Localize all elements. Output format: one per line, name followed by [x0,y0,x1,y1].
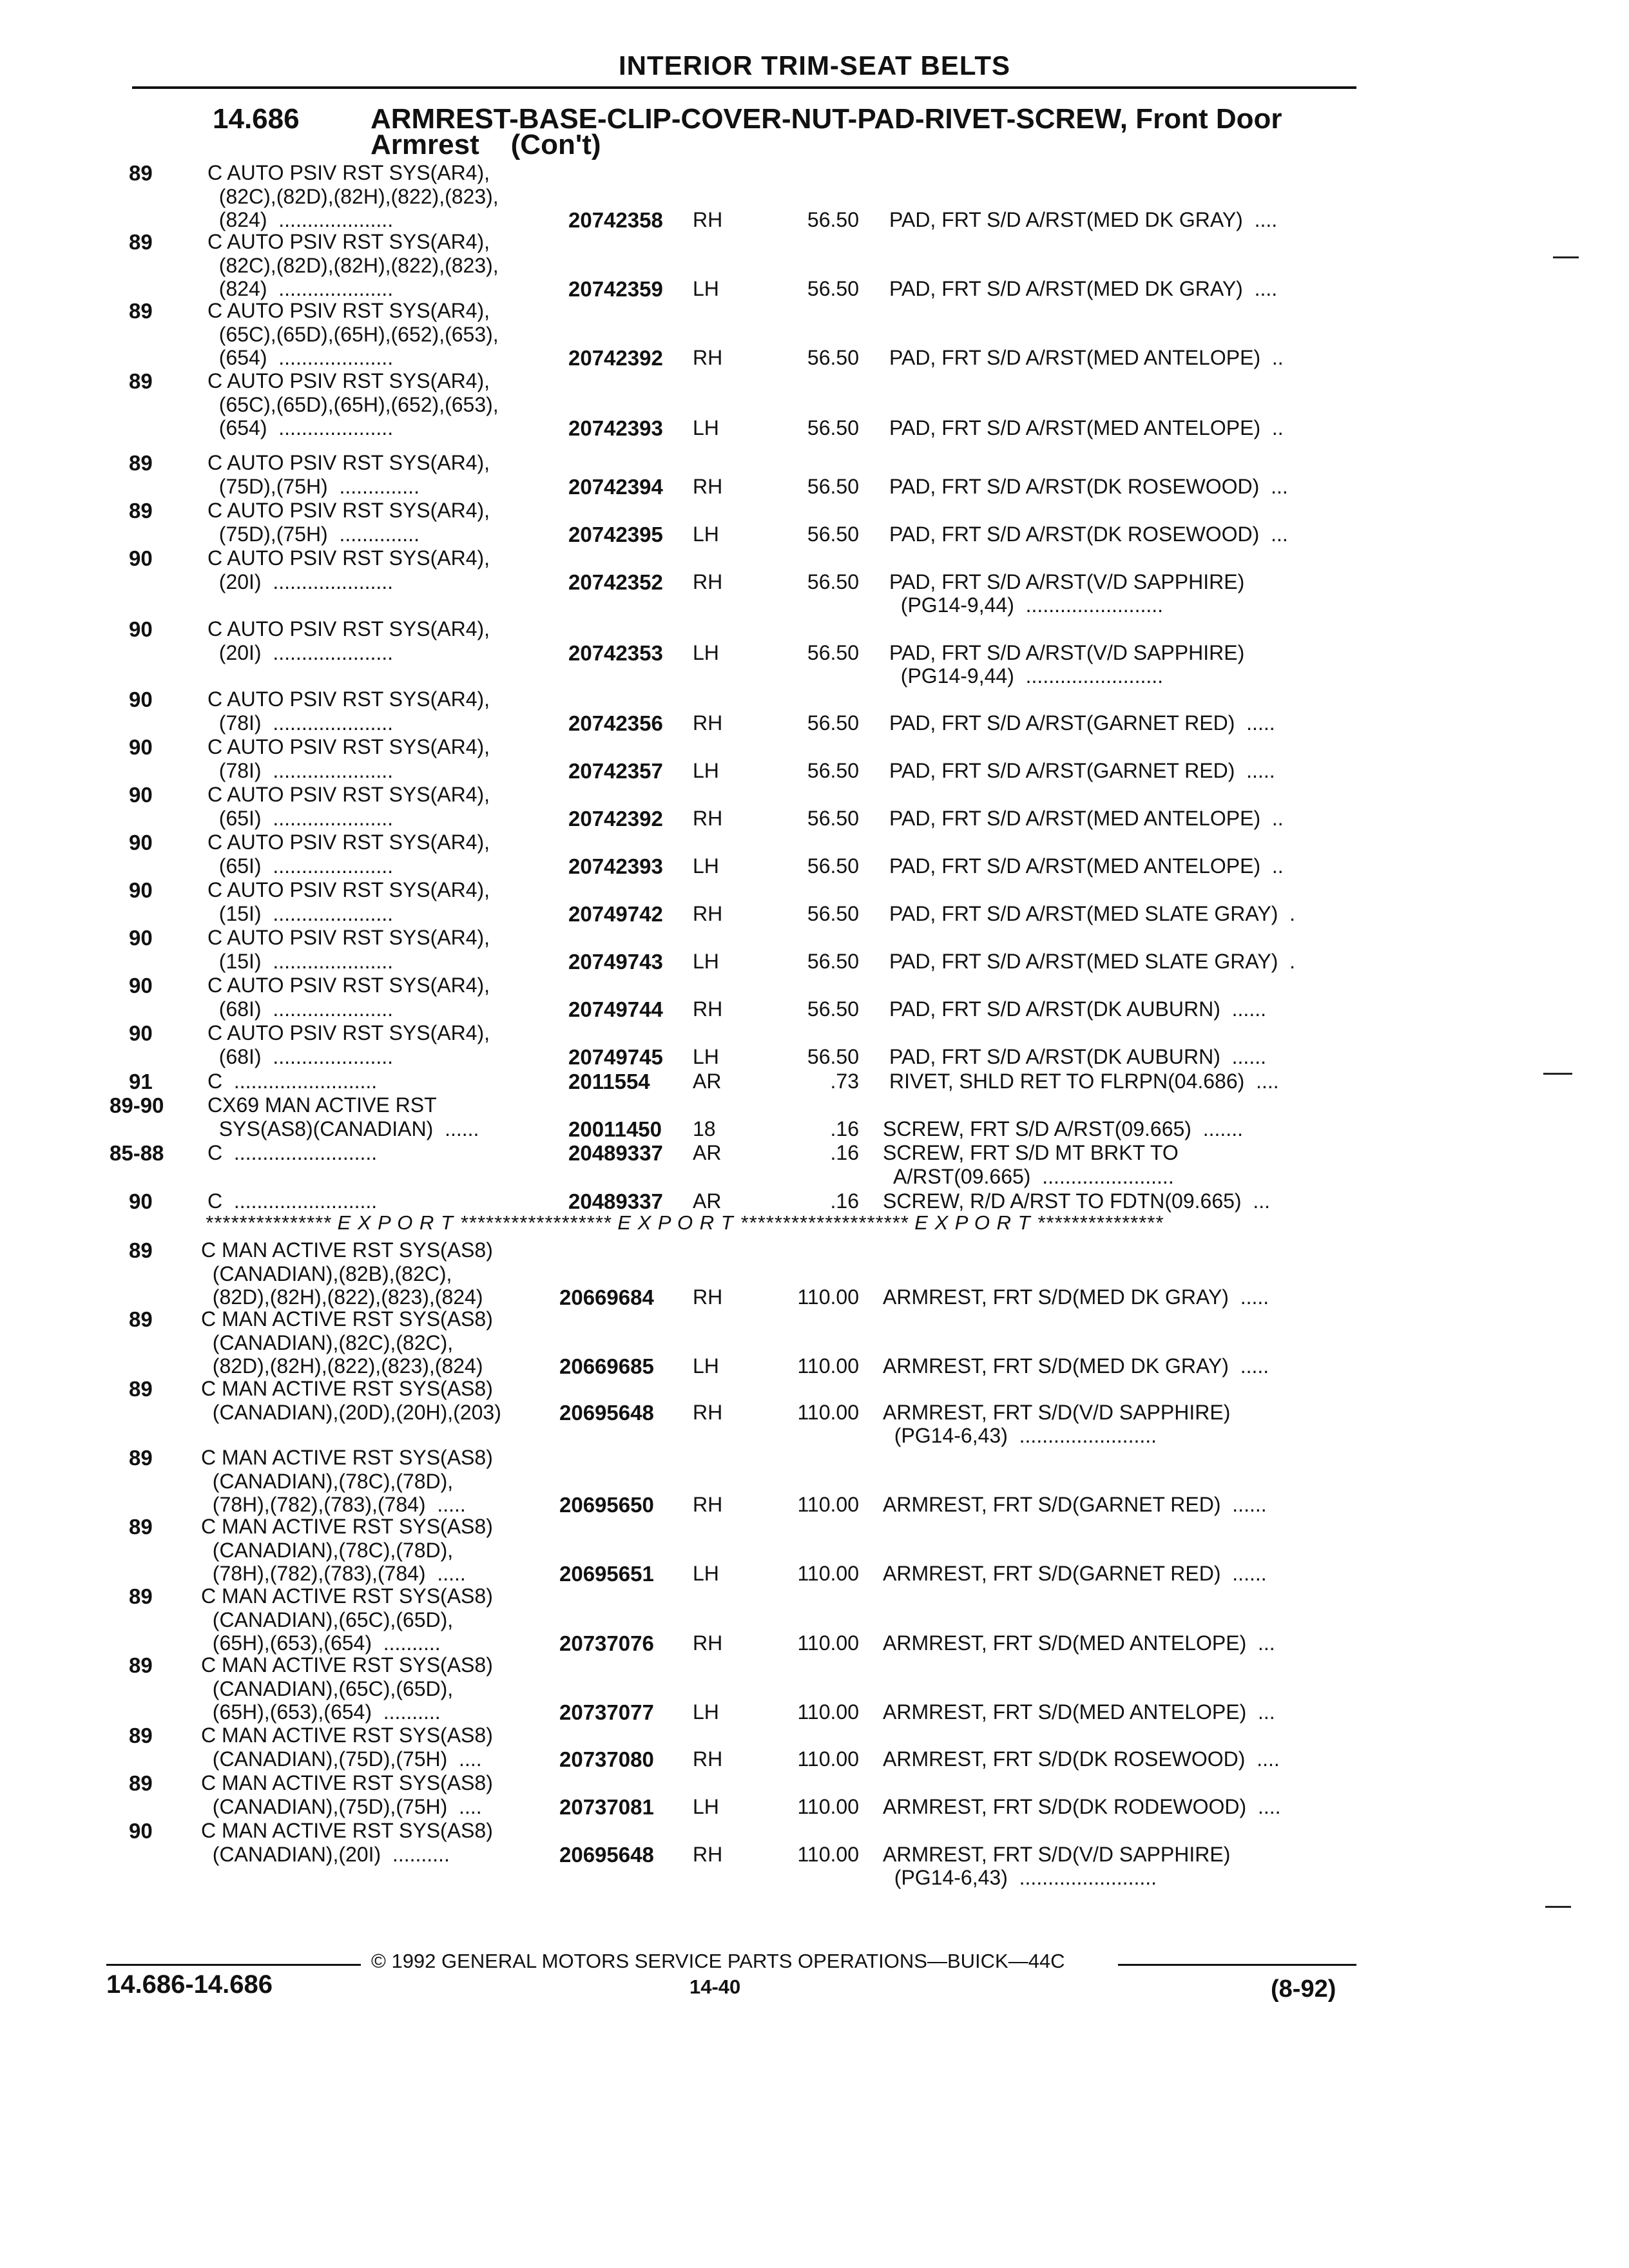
part-name: ARMREST, FRT S/D(MED ANTELOPE) ... [883,1700,1275,1724]
part-number: 20695648 [559,1400,654,1425]
footer-rule-right [1118,1964,1356,1966]
part-number: 20749745 [568,1044,663,1069]
price: 56.50 [807,901,859,925]
part-number: 20742395 [568,522,663,546]
price: 56.50 [807,416,859,439]
part-number: 20695651 [559,1562,654,1586]
part-number: 20742357 [568,758,663,783]
part-number: 20742392 [568,806,663,831]
part-usage-description: C AUTO PSIV RST SYS(AR4), (65C),(65D),(65H),(652),(653), (654) .................... [207,369,499,439]
part-number: 20742359 [568,277,663,301]
quantity: LH [693,1044,719,1068]
part-name: PAD, FRT S/D A/RST(MED ANTELOPE) .. [889,346,1284,369]
part-number: 2011554 [568,1070,650,1093]
price: 56.50 [807,997,859,1021]
quantity: RH [693,997,723,1021]
price: 56.50 [807,758,859,782]
price: 110.00 [797,1400,859,1424]
part-name: PAD, FRT S/D A/RST(GARNET RED) ..... [889,711,1275,735]
model-year: 89-90 [110,1093,164,1117]
footer-page-number: 14-40 [689,1975,741,1998]
section-title-line2: Armrest (Con't) [371,129,601,160]
price: 110.00 [797,1354,859,1378]
part-usage-description: C AUTO PSIV RST SYS(AR4), (20I) ..................... [207,617,490,664]
part-usage-description: C AUTO PSIV RST SYS(AR4), (65I) ..................... [207,783,490,830]
part-name: ARMREST, FRT S/D(MED ANTELOPE) ... [883,1631,1275,1655]
price: 110.00 [797,1747,859,1771]
part-usage-description: C AUTO PSIV RST SYS(AR4), (15I) ..................... [207,926,490,973]
price: 56.50 [807,570,859,593]
model-year: 90 [129,1021,153,1045]
model-year: 90 [129,974,153,997]
quantity: RH [693,806,723,830]
part-name: SCREW, R/D A/RST TO FDTN(09.665) ... [883,1189,1271,1213]
model-year: 90 [129,617,153,641]
part-name: ARMREST, FRT S/D(MED DK GRAY) ..... [883,1285,1269,1309]
model-year: 91 [129,1070,153,1093]
model-year: 90 [129,1189,153,1213]
footer-copyright: © 1992 GENERAL MOTORS SERVICE PARTS OPERATIONS—BUICK—44C [371,1950,1065,1972]
part-usage-description: C MAN ACTIVE RST SYS(AS8) (CANADIAN),(65C),(65D), (65H),(653),(654) .......... [201,1653,493,1724]
price: 56.50 [807,949,859,973]
model-year: 90 [129,783,153,807]
quantity: RH [693,570,723,593]
price: 56.50 [807,474,859,498]
price: 110.00 [797,1562,859,1585]
part-number: 20742394 [568,474,663,499]
part-usage-description: C MAN ACTIVE RST SYS(AS8) (CANADIAN),(82B),(82C), (82D),(82H),(822),(823),(824) [201,1238,493,1309]
part-usage-description: C ......................... [207,1070,378,1093]
quantity: AR [693,1070,722,1093]
part-usage-description: CX69 MAN ACTIVE RST SYS(AS8)(CANADIAN) ...... [207,1093,479,1140]
part-number: 20749744 [568,997,663,1021]
model-year: 89 [129,451,153,475]
part-usage-description: C AUTO PSIV RST SYS(AR4), (82C),(82D),(82H),(822),(823), (824) .................... [207,161,499,231]
part-name: PAD, FRT S/D A/RST(MED SLATE GRAY) . [889,901,1296,925]
page-header-title: INTERIOR TRIM-SEAT BELTS [618,50,1011,81]
price: 110.00 [797,1493,859,1516]
quantity: AR [693,1189,722,1213]
part-usage-description: C AUTO PSIV RST SYS(AR4), (78I) ..................... [207,687,490,735]
section-number: 14.686 [213,103,300,135]
price: 110.00 [797,1700,859,1724]
part-name: PAD, FRT S/D A/RST(MED ANTELOPE) .. [889,806,1284,830]
footer-section-range: 14.686-14.686 [106,1970,273,1999]
part-name: PAD, FRT S/D A/RST(V/D SAPPHIRE) (PG14-9,44) ........................ [889,570,1245,617]
quantity: RH [693,208,723,231]
part-number: 20737077 [559,1700,654,1724]
section-title [371,103,1282,160]
part-usage-description: C MAN ACTIVE RST SYS(AS8) (CANADIAN),(75D),(75H) .... [201,1771,493,1818]
price: .16 [830,1117,859,1140]
price: 110.00 [797,1794,859,1818]
price: 56.50 [807,522,859,546]
price: 110.00 [797,1285,859,1309]
quantity: LH [693,854,719,878]
part-name: RIVET, SHLD RET TO FLRPN(04.686) .... [889,1070,1279,1093]
quantity: RH [693,1631,723,1655]
part-number: 20737081 [559,1794,654,1819]
quantity: RH [693,1285,723,1309]
section-title-line1: ARMREST-BASE-CLIP-COVER-NUT-PAD-RIVET-SCREW, Front Door [371,103,1282,135]
part-name: ARMREST, FRT S/D(MED DK GRAY) ..... [883,1354,1269,1378]
quantity: LH [693,758,719,782]
header-rule [132,86,1356,89]
part-name: ARMREST, FRT S/D(GARNET RED) ...... [883,1493,1267,1516]
part-name: ARMREST, FRT S/D(GARNET RED) ...... [883,1562,1267,1585]
quantity: LH [693,277,719,300]
part-usage-description: C MAN ACTIVE RST SYS(AS8) (CANADIAN),(20I) .......... [201,1819,493,1866]
part-name: PAD, FRT S/D A/RST(DK ROSEWOOD) ... [889,522,1288,546]
part-name: PAD, FRT S/D A/RST(MED SLATE GRAY) . [889,949,1296,973]
margin-mark [1545,1906,1571,1908]
part-usage-description: C AUTO PSIV RST SYS(AR4), (15I) ..................... [207,878,490,925]
model-year: 90 [129,926,153,950]
model-year: 89 [129,1771,153,1795]
part-number: 20742358 [568,208,663,232]
price: 110.00 [797,1842,859,1866]
model-year: 90 [129,831,153,854]
part-name: PAD, FRT S/D A/RST(MED ANTELOPE) .. [889,416,1284,439]
price: 56.50 [807,1044,859,1068]
price: 110.00 [797,1631,859,1655]
quantity: LH [693,1700,719,1724]
part-number: 20749743 [568,949,663,974]
part-usage-description: C ......................... [207,1141,378,1164]
quantity: LH [693,1354,719,1378]
part-usage-description: C AUTO PSIV RST SYS(AR4), (82C),(82D),(82H),(822),(823), (824) .................... [207,230,499,300]
quantity: RH [693,474,723,498]
part-usage-description: C MAN ACTIVE RST SYS(AS8) (CANADIAN),(65C),(65D), (65H),(653),(654) .......... [201,1584,493,1655]
quantity: RH [693,346,723,369]
part-number: 20669684 [559,1285,654,1309]
part-number: 20742352 [568,570,663,594]
part-number: 20695650 [559,1493,654,1517]
quantity: RH [693,901,723,925]
model-year: 89 [129,499,153,523]
quantity: RH [693,1842,723,1866]
model-year: 89 [129,161,153,185]
quantity: RH [693,1747,723,1771]
price: 56.50 [807,208,859,231]
quantity: LH [693,640,719,664]
part-number: 20749742 [568,901,663,926]
part-name: PAD, FRT S/D A/RST(MED DK GRAY) .... [889,208,1278,231]
model-year: 89 [129,230,153,254]
part-name: ARMREST, FRT S/D(DK ROSEWOOD) .... [883,1747,1280,1771]
part-usage-description: C AUTO PSIV RST SYS(AR4), (65C),(65D),(65H),(652),(653), (654) .................... [207,299,499,369]
quantity: LH [693,522,719,546]
quantity: RH [693,1400,723,1424]
part-number: 20737076 [559,1631,654,1655]
part-name: SCREW, FRT S/D MT BRKT TO A/RST(09.665) ....................... [883,1141,1179,1188]
export-divider: *************** E X P O R T ****************** E X P O R T ******************** E X P O R T *************** [205,1211,1164,1234]
part-usage-description: C AUTO PSIV RST SYS(AR4), (75D),(75H) .............. [207,451,490,498]
part-usage-description: C MAN ACTIVE RST SYS(AS8) (CANADIAN),(75D),(75H) .... [201,1724,493,1771]
model-year: 85-88 [110,1141,164,1165]
quantity: RH [693,711,723,735]
part-usage-description: C MAN ACTIVE RST SYS(AS8) (CANADIAN),(78C),(78D), (78H),(782),(783),(784) ..... [201,1515,493,1585]
price: .16 [830,1141,859,1164]
part-number: 20737080 [559,1747,654,1771]
part-name: ARMREST, FRT S/D(DK RODEWOOD) .... [883,1794,1281,1818]
price: 56.50 [807,346,859,369]
footer-date: (8-92) [1271,1975,1336,2003]
part-name: ARMREST, FRT S/D(V/D SAPPHIRE) (PG14-6,43) ........................ [883,1400,1231,1447]
part-usage-description: C AUTO PSIV RST SYS(AR4), (65I) ..................... [207,831,490,878]
quantity: LH [693,949,719,973]
part-number: 20489337 [568,1141,663,1165]
part-name: PAD, FRT S/D A/RST(GARNET RED) ..... [889,758,1275,782]
price: 56.50 [807,806,859,830]
part-number: 20742393 [568,854,663,878]
part-usage-description: C MAN ACTIVE RST SYS(AS8) (CANADIAN),(20D),(20H),(203) [201,1377,501,1424]
model-year: 89 [129,1238,153,1262]
model-year: 89 [129,1515,153,1539]
part-number: 20742353 [568,640,663,665]
price: .73 [830,1070,859,1093]
part-name: PAD, FRT S/D A/RST(V/D SAPPHIRE) (PG14-9,44) ........................ [889,640,1245,687]
part-usage-description: C AUTO PSIV RST SYS(AR4), (20I) ..................... [207,546,490,593]
model-year: 90 [129,546,153,570]
part-name: PAD, FRT S/D A/RST(MED ANTELOPE) .. [889,854,1284,878]
model-year: 90 [129,735,153,759]
part-name: PAD, FRT S/D A/RST(MED DK GRAY) .... [889,277,1278,300]
part-number: 20669685 [559,1354,654,1378]
part-name: ARMREST, FRT S/D(V/D SAPPHIRE) (PG14-6,43) ........................ [883,1842,1231,1889]
margin-mark [1543,1073,1572,1075]
quantity: LH [693,1794,719,1818]
model-year: 89 [129,369,153,393]
price: 56.50 [807,711,859,735]
part-usage-description: C AUTO PSIV RST SYS(AR4), (68I) ..................... [207,974,490,1021]
part-usage-description: C MAN ACTIVE RST SYS(AS8) (CANADIAN),(82C),(82C), (82D),(82H),(822),(823),(824) [201,1307,493,1378]
part-number: 20489337 [568,1189,663,1213]
model-year: 90 [129,1819,153,1843]
part-usage-description: C AUTO PSIV RST SYS(AR4), (68I) ..................... [207,1021,490,1068]
part-number: 20011450 [568,1117,662,1141]
part-name: SCREW, FRT S/D A/RST(09.665) ....... [883,1117,1243,1140]
part-number: 20742356 [568,711,663,735]
part-usage-description: C ......................... [207,1189,378,1213]
part-name: PAD, FRT S/D A/RST(DK AUBURN) ...... [889,1044,1266,1068]
footer-rule-left [106,1964,361,1966]
margin-mark [1553,256,1579,258]
price: .16 [830,1189,859,1213]
model-year: 89 [129,1377,153,1401]
model-year: 89 [129,1653,153,1677]
price: 56.50 [807,640,859,664]
model-year: 89 [129,1584,153,1608]
quantity: 18 [693,1117,716,1140]
part-number: 20742392 [568,346,663,370]
model-year: 89 [129,1724,153,1747]
part-usage-description: C MAN ACTIVE RST SYS(AS8) (CANADIAN),(78C),(78D), (78H),(782),(783),(784) ..... [201,1446,493,1516]
quantity: AR [693,1141,722,1164]
model-year: 89 [129,1307,153,1331]
quantity: LH [693,1562,719,1585]
part-usage-description: C AUTO PSIV RST SYS(AR4), (78I) ..................... [207,735,490,782]
quantity: LH [693,416,719,439]
model-year: 90 [129,878,153,902]
price: 56.50 [807,277,859,300]
part-number: 20695648 [559,1842,654,1867]
quantity: RH [693,1493,723,1516]
model-year: 89 [129,1446,153,1470]
part-number: 20742393 [568,416,663,440]
model-year: 89 [129,299,153,323]
part-name: PAD, FRT S/D A/RST(DK AUBURN) ...... [889,997,1266,1021]
part-usage-description: C AUTO PSIV RST SYS(AR4), (75D),(75H) .............. [207,499,490,546]
part-name: PAD, FRT S/D A/RST(DK ROSEWOOD) ... [889,474,1288,498]
price: 56.50 [807,854,859,878]
model-year: 90 [129,687,153,711]
